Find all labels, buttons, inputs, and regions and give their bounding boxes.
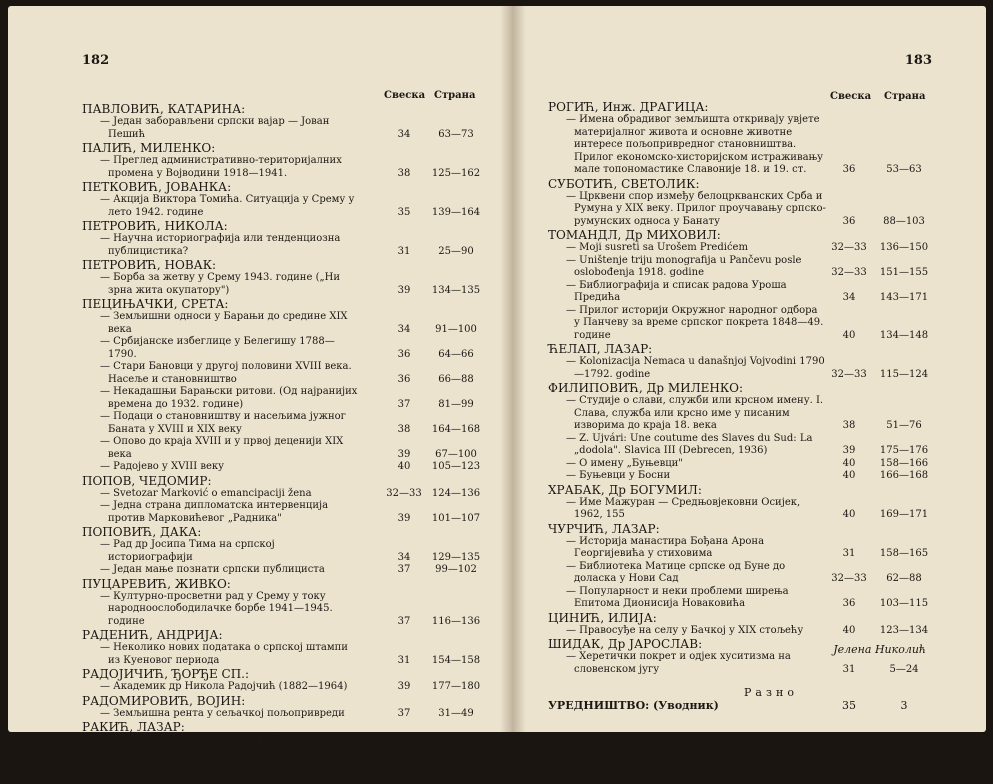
bibliography-item [548, 536, 934, 561]
item-title: — Један заборављени српски вајар — Јован Пешић [82, 116, 482, 141]
razno-entry [548, 699, 934, 712]
author-name: ПЕТКОВИЋ, ЈОВАНКА: [82, 181, 482, 194]
item-title: — Историја манастира Бођана Арона Георгијевића у стиховима [548, 536, 934, 561]
item-title: — Svetozar Marković o emancipaciji žena [82, 488, 482, 501]
item-volume: 32—33 [824, 369, 874, 382]
item-pages: 115—124 [874, 369, 934, 382]
author-name: РАКИЋ, ЛАЗАР: [82, 721, 482, 734]
item-pages: 123—134 [874, 625, 934, 638]
author-name: СУБОТИЋ, СВЕТОЛИК: [548, 178, 934, 191]
column-header-volume: Свеска [384, 90, 425, 101]
entries-list-right [548, 100, 934, 712]
author-name: ЋЕЛАП, ЛАЗАР: [548, 343, 934, 356]
bibliography-item [82, 708, 482, 721]
item-title: — Рад др Јосипа Тима на српској историографији [82, 539, 482, 564]
item-volume: 39 [379, 772, 429, 784]
item-title: — Некадашњи Барањски ритови. (Од најранијих времена до 1932. године) [82, 386, 482, 411]
item-title: — Опово до краја XVIII и у првој деценији XIX века [82, 436, 482, 461]
item-title: — Име Мажуран — Средњовјековни Осијек, 1962, 155 [548, 497, 934, 522]
item-pages: 175—176 [874, 445, 934, 458]
book-spread [8, 6, 986, 732]
item-title: — Земљишни односи у Барањи до средине XIX века [82, 311, 482, 336]
item-volume: 31 [379, 655, 429, 668]
right-page [548, 6, 934, 732]
item-pages: 51—76 [874, 420, 934, 433]
item-title: — Популарност и неки проблеми ширења Епитома Дионисија Новаковића [548, 586, 934, 611]
razno-volume: 35 [824, 699, 874, 712]
item-title: — Радојево у XVIII веку [82, 461, 482, 474]
bibliography-item [548, 356, 934, 381]
item-volume: 40 [824, 458, 874, 471]
bibliography-item [548, 191, 934, 229]
item-pages: 177—180 [430, 681, 482, 694]
signature: Јелена Николић [833, 643, 926, 656]
item-title: — Акција Виктора Томића. Ситуација у Срему у лето 1942. године [82, 194, 482, 219]
page-number-right: 183 [905, 53, 932, 68]
author-name: ПЕЦИЊАЧКИ, СРЕТА: [82, 298, 482, 311]
bibliography-item [82, 564, 482, 577]
author-name: ШИДАК, Др ЈАРОСЛАВ: [548, 638, 934, 651]
bibliography-item [548, 255, 934, 280]
item-pages: 166—168 [874, 470, 934, 483]
item-volume: 36 [379, 374, 429, 387]
item-title: — Један мање познати српски публициста [82, 564, 482, 577]
bibliography-item [82, 233, 482, 258]
item-pages: 91—100 [430, 324, 482, 337]
item-title: — Библиотека Матице српске од Буне до доласка у Нови Сад [548, 561, 934, 586]
item-volume: 40 [824, 509, 874, 522]
bibliography-item [548, 497, 934, 522]
bibliography-item [548, 242, 934, 255]
item-title: — Подаци о становништву и насељима јужног Баната у XVIII и XIX веку [82, 411, 482, 436]
item-volume: 39 [379, 449, 429, 462]
bibliography-item [82, 642, 482, 667]
item-pages: 116—136 [430, 616, 482, 629]
item-volume: 39 [379, 285, 429, 298]
column-header-page: Страна [434, 90, 475, 101]
item-volume: 39 [379, 681, 429, 694]
item-title: — Неколико нових података о српској штампи из Куеновог периода [82, 642, 482, 667]
item-title: — Културно-просветни рад у Срему у току народноослободилачке борбе 1941—1945. године [82, 591, 482, 629]
item-title: — Прилог питању прелаза Јаше Томића од социјализма ка радикализму [82, 734, 482, 759]
bibliography-item [548, 625, 934, 638]
item-volume: 38 [824, 420, 874, 433]
item-volume: 31 [824, 548, 874, 561]
item-title: — О имену „Буњевци" [548, 458, 934, 471]
bibliography-item [82, 539, 482, 564]
bibliography-item [82, 311, 482, 336]
page-number-left: 182 [82, 53, 109, 68]
razno-label: УРЕДНИШТВО: (Уводник) [548, 699, 719, 712]
item-pages: 158—165 [874, 548, 934, 561]
bibliography-item [82, 155, 482, 180]
item-title: — Земљишна рента у сељачкој пољопривреди [82, 708, 482, 721]
item-volume: 40 [379, 461, 429, 474]
item-volume: 34 [379, 129, 429, 142]
column-header-page: Страна [884, 91, 925, 102]
bibliography-item [82, 591, 482, 629]
item-title: — Правосуђе на селу у Бачкој у XIX стољећу [548, 625, 934, 638]
item-pages: 125—162 [430, 168, 482, 181]
item-title: — Борба за жетву у Срему 1943. године („Ни зрна жита окупатору") [82, 272, 482, 297]
bibliography-item [548, 395, 934, 433]
item-pages: 99—102 [430, 564, 482, 577]
item-pages: 129—135 [430, 552, 482, 565]
author-name: РАДОМИРОВИЋ, ВОЈИН: [82, 695, 482, 708]
item-pages: 88—103 [874, 216, 934, 229]
left-page [82, 6, 482, 732]
bibliography-item [548, 458, 934, 471]
item-volume: 38 [379, 747, 429, 760]
item-pages: 124—136 [430, 488, 482, 501]
author-name: РАДОЈИЧИЋ, ЂОРЂЕ СП.: [82, 668, 482, 681]
column-header-volume: Свеска [830, 91, 871, 102]
item-volume: 40 [824, 625, 874, 638]
bibliography-item [548, 114, 934, 177]
author-name: ПОПОВ, ЧЕДОМИР: [82, 475, 482, 488]
item-volume: 39 [379, 513, 429, 526]
item-volume: 36 [824, 164, 874, 177]
author-name: ЧУРЧИЋ, ЛАЗАР: [548, 523, 934, 536]
item-title: — Научна историографија или тенденциозна публицистика? [82, 233, 482, 258]
section-heading-razno: Разно [548, 686, 934, 699]
author-name: ЦИНИЋ, ИЛИЈА: [548, 612, 934, 625]
item-pages: 63—73 [430, 129, 482, 142]
bibliography-item [548, 433, 934, 458]
bibliography-item [82, 361, 482, 386]
item-pages: 31—49 [430, 708, 482, 721]
item-volume: 34 [379, 552, 429, 565]
item-volume: 31 [824, 664, 874, 677]
item-title: — Велики Бечкерек револуционарне 1848—1849. [82, 759, 482, 784]
author-name: ФИЛИПОВИЋ, Др МИЛЕНКО: [548, 382, 934, 395]
item-volume: 32—33 [824, 267, 874, 280]
item-pages: 5—24 [874, 664, 934, 677]
bibliography-item [548, 586, 934, 611]
item-title: — Moji susreti sa Urošem Predićem [548, 242, 934, 255]
item-pages: 77—99 [430, 747, 482, 760]
item-volume: 32—33 [824, 242, 874, 255]
item-volume: 36 [379, 349, 429, 362]
item-pages: 103—115 [874, 598, 934, 611]
item-pages: 64—66 [430, 349, 482, 362]
item-volume: 37 [379, 564, 429, 577]
item-volume: 36 [824, 216, 874, 229]
author-name: ПАВЛОВИЋ, КАТАРИНА: [82, 103, 482, 116]
bibliography-item [82, 759, 482, 784]
entries-list-left [82, 102, 482, 784]
bibliography-item [82, 411, 482, 436]
item-pages: 105—123 [430, 461, 482, 474]
bibliography-item [82, 386, 482, 411]
bibliography-item [548, 305, 934, 343]
item-volume: 36 [824, 598, 874, 611]
author-name: ПЕТРОВИЋ, НОВАК: [82, 259, 482, 272]
author-name: ПЕТРОВИЋ, НИКОЛА: [82, 220, 482, 233]
author-name: ПОПОВИЋ, ДАКА: [82, 526, 482, 539]
item-volume: 40 [824, 330, 874, 343]
item-title: — Стари Бановци у другој половини XVIII века. Насеље и становништво [82, 361, 482, 386]
bibliography-item [82, 500, 482, 525]
item-title: — Херетички покрет и одјек хуситизма на словенском југу [548, 651, 934, 676]
item-pages: 136—150 [874, 242, 934, 255]
bibliography-item [82, 461, 482, 474]
bibliography-item [82, 336, 482, 361]
item-volume: 37 [379, 708, 429, 721]
bibliography-item [548, 470, 934, 483]
item-title: — Kolonizacija Nemaca u današnjoj Vojvodini 1790—1792. godine [548, 356, 934, 381]
item-pages: 143—171 [874, 292, 934, 305]
item-pages: 134—135 [430, 285, 482, 298]
author-name: РОГИЋ, Инж. ДРАГИЦА: [548, 101, 934, 114]
bibliography-item [82, 488, 482, 501]
item-title: — Прилог историји Окружног народног одбора у Панчеву за време српског покрета 1848—49. године [548, 305, 934, 343]
item-title: — Студије о слави, служби или крсном имену. I. Слава, служба или крсно име у писаним изворима до краја 18. века [548, 395, 934, 433]
bibliography-item [82, 681, 482, 694]
item-pages: 154—158 [430, 655, 482, 668]
item-volume: 34 [379, 324, 429, 337]
item-pages: 67—100 [430, 449, 482, 462]
bibliography-item [82, 194, 482, 219]
bibliography-item [82, 272, 482, 297]
item-volume: 32—33 [824, 573, 874, 586]
item-title: — Црквени спор између белоцркванских Срба и Румуна у XIX веку. Прилог проучавању српско-румунских односа у Банату [548, 191, 934, 229]
item-volume: 31 [379, 246, 429, 259]
author-name: ПУЦАРЕВИЋ, ЖИВКО: [82, 578, 482, 591]
item-title: — Једна страна дипломатска интервенција против Марковићевог „Радника" [82, 500, 482, 525]
item-pages: 81—99 [430, 399, 482, 412]
item-pages: 66—88 [430, 374, 482, 387]
item-pages: 139—164 [430, 207, 482, 220]
item-volume: 38 [379, 424, 429, 437]
item-pages: 169—171 [874, 509, 934, 522]
item-pages: 164—168 [430, 424, 482, 437]
bibliography-item [82, 116, 482, 141]
author-name: ХРАБАК, Др БОГУМИЛ: [548, 484, 934, 497]
item-title: — Србијанске избеглице у Белегишу 1788—1790. [82, 336, 482, 361]
item-volume: 34 [824, 292, 874, 305]
item-pages: 134—148 [874, 330, 934, 343]
item-pages: 151—155 [874, 267, 934, 280]
author-name: ТОМАНДЛ, Др МИХОВИЛ: [548, 229, 934, 242]
bibliography-item [548, 561, 934, 586]
item-pages: 158—166 [874, 458, 934, 471]
item-title: — Uništenje triju monografija u Pančevu posle oslobođenja 1918. godine [548, 255, 934, 280]
item-title: — Академик др Никола Радојчић (1882—1964) [82, 681, 482, 694]
item-pages: 62—88 [874, 573, 934, 586]
item-pages: 101—107 [430, 513, 482, 526]
item-pages: 5—34 [430, 772, 482, 784]
bibliography-item [82, 734, 482, 759]
item-volume: 40 [824, 470, 874, 483]
item-title: — Буњевци у Босни [548, 470, 934, 483]
item-volume: 37 [379, 399, 429, 412]
item-volume: 32—33 [379, 488, 429, 501]
item-pages: 53—63 [874, 164, 934, 177]
bibliography-item [548, 280, 934, 305]
item-volume: 37 [379, 616, 429, 629]
item-title: — Преглед административно-територијалних промена у Војводини 1918—1941. [82, 155, 482, 180]
item-pages: 25—90 [430, 246, 482, 259]
item-volume: 39 [824, 445, 874, 458]
item-title: — Z. Ujvári: Une coutume des Slaves du Sud: La „dodola". Slavica III (Debrecen, 1936) [548, 433, 934, 458]
bibliography-item [82, 436, 482, 461]
author-name: РАДЕНИЋ, АНДРИЈА: [82, 629, 482, 642]
item-title: — Имена обрадивог земљишта откривају увјете материјалног живота и основне животне интересе пољопривредног становништва. Прилог економско-хисторијском истраживању мале топономастике Славоније 18. и 19. ст. [548, 114, 934, 177]
author-name: ПАЛИЋ, МИЛЕНКО: [82, 142, 482, 155]
razno-pages: 3 [874, 699, 934, 712]
item-volume: 35 [379, 207, 429, 220]
item-volume: 38 [379, 168, 429, 181]
item-title: — Библиографија и списак радова Уроша Предића [548, 280, 934, 305]
